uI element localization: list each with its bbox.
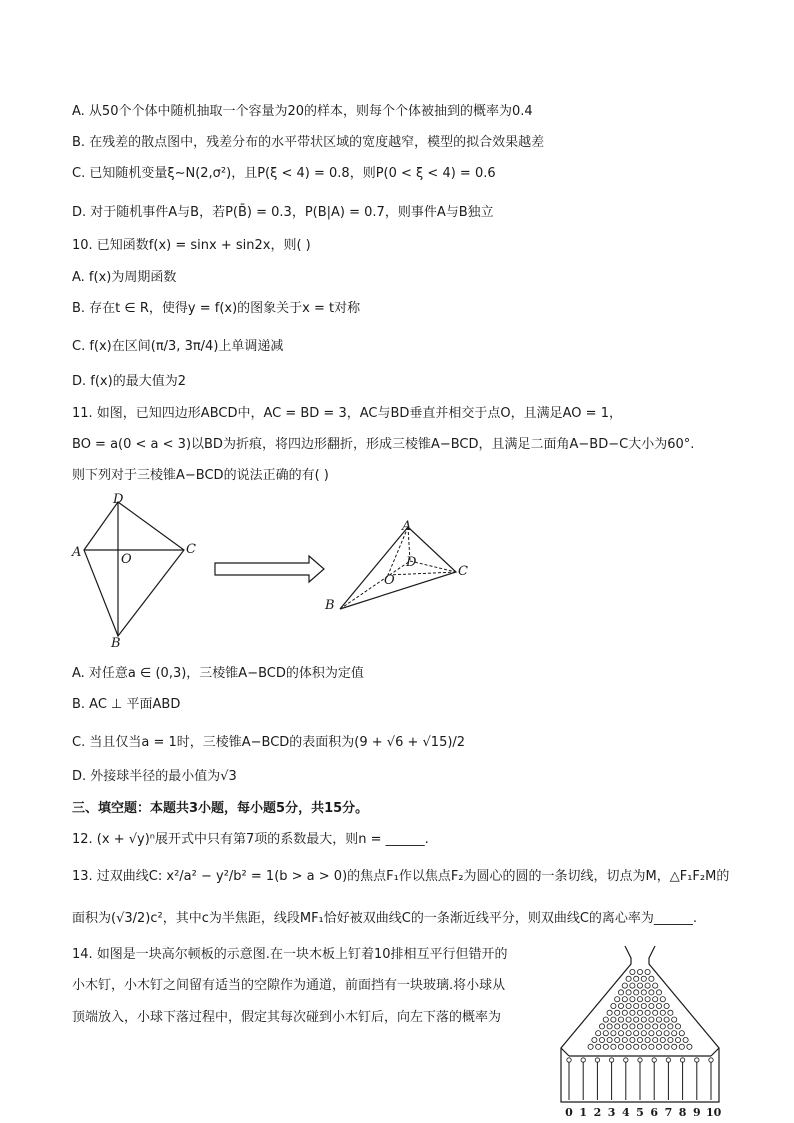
galton-peg [645, 983, 650, 988]
galton-peg [599, 1037, 604, 1042]
q11-option-c: C. 当且仅当a = 1时，三棱锥A−BCD的表面积为(9 + √6 + √15)/2 [72, 735, 466, 750]
galton-slot-label: 4 [621, 1106, 630, 1119]
q10-option-d: D. f(x)的最大值为2 [72, 374, 186, 389]
galton-peg [687, 1044, 692, 1049]
galton-peg [668, 1024, 673, 1029]
galton-peg [660, 1024, 665, 1029]
q11-stem-line3: 则下列对于三棱锥A−BCD的说法正确的有( ) [72, 468, 329, 483]
galton-peg [637, 997, 642, 1002]
galton-peg [626, 1044, 631, 1049]
galton-peg [660, 1010, 665, 1015]
galton-peg [607, 1037, 612, 1042]
q13-line2: 面积为(√3/2)c²，其中c为半焦距，线段MF₁恰好被双曲线C的一条渐近线平分，则双曲线C的离心率为______. [72, 911, 698, 926]
galton-peg [649, 1003, 654, 1008]
galton-peg [634, 1031, 639, 1036]
galton-slot-label: 3 [607, 1106, 616, 1119]
galton-peg [679, 1044, 684, 1049]
galton-peg [611, 1044, 616, 1049]
fig2-label-a: A [402, 519, 412, 534]
fig1-label-b: B [111, 636, 121, 651]
galton-peg [634, 990, 639, 995]
q14-line2: 小木钉，小木钉之间留有适当的空隙作为通道，前面挡有一块玻璃.将小球从 [72, 978, 506, 993]
galton-peg [615, 1024, 620, 1029]
galton-peg [637, 983, 642, 988]
galton-peg [675, 1024, 680, 1029]
quadrilateral-figure [70, 488, 205, 653]
section-heading: 三、填空题：本题共3小题，每小题5分，共15分。 [72, 801, 369, 816]
galton-slot-label: 5 [636, 1106, 644, 1119]
q10-option-b: B. 存在t ∈ R，使得y = f(x)的图象关于x = t对称 [72, 301, 361, 316]
galton-peg [649, 1044, 654, 1049]
galton-slot-label: 1 [579, 1106, 588, 1119]
q11-stem-line2: BO = a(0 < a < 3)以BD为折痕，将四边形翻折，形成三棱锥A−BCD，且满足二面角A−BD−C大小为60°. [72, 437, 695, 452]
galton-peg [603, 1031, 608, 1036]
galton-peg [649, 976, 654, 981]
galton-peg [660, 1037, 665, 1042]
galton-peg [630, 983, 635, 988]
galton-peg [637, 1010, 642, 1015]
galton-peg [615, 1010, 620, 1015]
q10-option-a: A. f(x)为周期函数 [72, 270, 177, 285]
galton-slot-peg [624, 1058, 628, 1062]
q14-line3: 顶端放入，小球下落过程中，假定其每次碰到小木钉后，向左下落的概率为 [72, 1010, 502, 1025]
q9-option-d: D. 对于随机事件A与B，若P(B̄) = 0.3，P(B|A) = 0.7，则事件A与B独立 [72, 205, 494, 220]
galton-peg [653, 1024, 658, 1029]
galton-peg [637, 1024, 642, 1029]
galton-peg [596, 1031, 601, 1036]
galton-peg [588, 1044, 593, 1049]
galton-peg [630, 1024, 635, 1029]
galton-peg [626, 1031, 631, 1036]
galton-peg [656, 1031, 661, 1036]
galton-peg [607, 1024, 612, 1029]
galton-slot-label: 10 [706, 1106, 722, 1119]
galton-peg [603, 1017, 608, 1022]
q11-option-a: A. 对任意a ∈ (0,3)，三棱锥A−BCD的体积为定值 [72, 666, 364, 681]
galton-peg [653, 1037, 658, 1042]
fig1-label-o: O [121, 552, 132, 567]
galton-slot-peg [638, 1058, 642, 1062]
galton-peg [679, 1031, 684, 1036]
galton-peg [645, 969, 650, 974]
galton-slot-peg [695, 1058, 699, 1062]
galton-peg [618, 1031, 623, 1036]
q10-option-c: C. f(x)在区间(π/3, 3π/4)上单调递减 [72, 339, 284, 354]
galton-peg [622, 1037, 627, 1042]
galton-board-figure [555, 942, 725, 1108]
galton-slot-peg [595, 1058, 599, 1062]
q14-line1: 14. 如图是一块高尔顿板的示意图.在一块木板上钉着10排相互平行但错开的 [72, 947, 508, 962]
galton-peg [660, 997, 665, 1002]
galton-peg [649, 1031, 654, 1036]
galton-peg [656, 990, 661, 995]
galton-peg [645, 1037, 650, 1042]
galton-peg [622, 1010, 627, 1015]
galton-peg [622, 1024, 627, 1029]
galton-slot-label: 6 [650, 1106, 659, 1119]
q11-option-b: B. AC ⊥ 平面ABD [72, 697, 181, 712]
galton-peg [618, 1017, 623, 1022]
galton-slot-label: 2 [593, 1106, 602, 1119]
galton-slot-peg [609, 1058, 613, 1062]
galton-peg [656, 1044, 661, 1049]
galton-peg [668, 1010, 673, 1015]
galton-peg [607, 1010, 612, 1015]
galton-peg [634, 1017, 639, 1022]
galton-slot-labels [555, 1106, 725, 1122]
fig1-label-d: D [113, 492, 124, 507]
galton-peg [641, 1017, 646, 1022]
galton-peg [615, 1037, 620, 1042]
galton-peg [622, 983, 627, 988]
q11-stem-line1: 11. 如图，已知四边形ABCD中，AC = BD = 3，AC与BD垂直并相交于点O，且满足AO = 1， [72, 406, 622, 421]
galton-peg [683, 1037, 688, 1042]
q9-option-b: B. 在残差的散点图中，残差分布的水平带状区域的宽度越窄，模型的拟合效果越差 [72, 135, 545, 150]
galton-slot-peg [652, 1058, 656, 1062]
galton-peg [656, 1003, 661, 1008]
galton-peg [653, 997, 658, 1002]
galton-peg [645, 997, 650, 1002]
galton-peg [641, 1044, 646, 1049]
galton-peg [626, 1017, 631, 1022]
q12-stem: 12. (x + √y)ⁿ展开式中只有第7项的系数最大，则n = ______. [72, 832, 429, 847]
galton-peg [618, 990, 623, 995]
galton-peg [626, 1003, 631, 1008]
right-arrow-icon [213, 554, 327, 584]
galton-peg [622, 997, 627, 1002]
galton-peg [599, 1024, 604, 1029]
fig2-label-o: O [384, 573, 395, 588]
galton-slot-peg [709, 1058, 713, 1062]
galton-peg [630, 997, 635, 1002]
q10-stem: 10. 已知函数f(x) = sinx + sin2x，则( ) [72, 238, 311, 253]
galton-peg [626, 990, 631, 995]
galton-peg [645, 1024, 650, 1029]
galton-peg [630, 969, 635, 974]
galton-peg [641, 990, 646, 995]
galton-peg [603, 1044, 608, 1049]
tetrahedron-figure [320, 515, 480, 615]
galton-slot-peg [581, 1058, 585, 1062]
galton-peg [668, 1037, 673, 1042]
galton-peg [664, 1003, 669, 1008]
galton-slot-peg [567, 1058, 571, 1062]
galton-peg [645, 1010, 650, 1015]
galton-peg [618, 1003, 623, 1008]
galton-peg [664, 1017, 669, 1022]
galton-peg [664, 1044, 669, 1049]
fig1-label-c: C [186, 542, 196, 557]
galton-peg [630, 1037, 635, 1042]
galton-peg [656, 1017, 661, 1022]
galton-peg [672, 1031, 677, 1036]
q11-option-d: D. 外接球半径的最小值为√3 [72, 769, 237, 784]
fig2-label-c: C [458, 564, 468, 579]
galton-peg [626, 976, 631, 981]
galton-peg [611, 1031, 616, 1036]
q9-option-a: A. 从50个个体中随机抽取一个容量为20的样本，则每个个体被抽到的概率为0.4 [72, 104, 533, 119]
q13-line1: 13. 过双曲线C: x²/a² − y²/b² = 1(b > a > 0)的焦点F₁作以焦点F₂为圆心的圆的一条切线，切点为M，△F₁F₂M的 [72, 869, 730, 884]
q9-option-c: C. 已知随机变量ξ∼N(2,σ²)，且P(ξ < 4) = 0.8，则P(0 < ξ < 4) = 0.6 [72, 166, 496, 181]
galton-peg [672, 1017, 677, 1022]
galton-peg [637, 969, 642, 974]
galton-peg [653, 983, 658, 988]
galton-peg [641, 1031, 646, 1036]
galton-peg [592, 1037, 597, 1042]
galton-peg [653, 1010, 658, 1015]
galton-slot-label: 9 [692, 1106, 701, 1119]
galton-peg [675, 1037, 680, 1042]
galton-peg [664, 1031, 669, 1036]
galton-peg [611, 1017, 616, 1022]
galton-peg [649, 1017, 654, 1022]
galton-peg [596, 1044, 601, 1049]
galton-slot-label: 7 [664, 1106, 673, 1119]
galton-peg [630, 1010, 635, 1015]
galton-peg [618, 1044, 623, 1049]
galton-peg [615, 997, 620, 1002]
galton-peg [641, 1003, 646, 1008]
galton-peg [634, 1003, 639, 1008]
fig2-label-b: B [325, 598, 335, 613]
galton-peg [634, 1044, 639, 1049]
galton-peg [672, 1044, 677, 1049]
galton-slot-label: 8 [678, 1106, 687, 1119]
galton-slot-label: 0 [565, 1106, 573, 1119]
galton-slot-peg [666, 1058, 670, 1062]
galton-peg [611, 1003, 616, 1008]
galton-peg [641, 976, 646, 981]
galton-peg [637, 1037, 642, 1042]
galton-peg [649, 990, 654, 995]
galton-peg [634, 976, 639, 981]
galton-slot-peg [680, 1058, 684, 1062]
fig2-label-d: D [406, 555, 417, 570]
fig1-label-a: A [72, 545, 82, 560]
